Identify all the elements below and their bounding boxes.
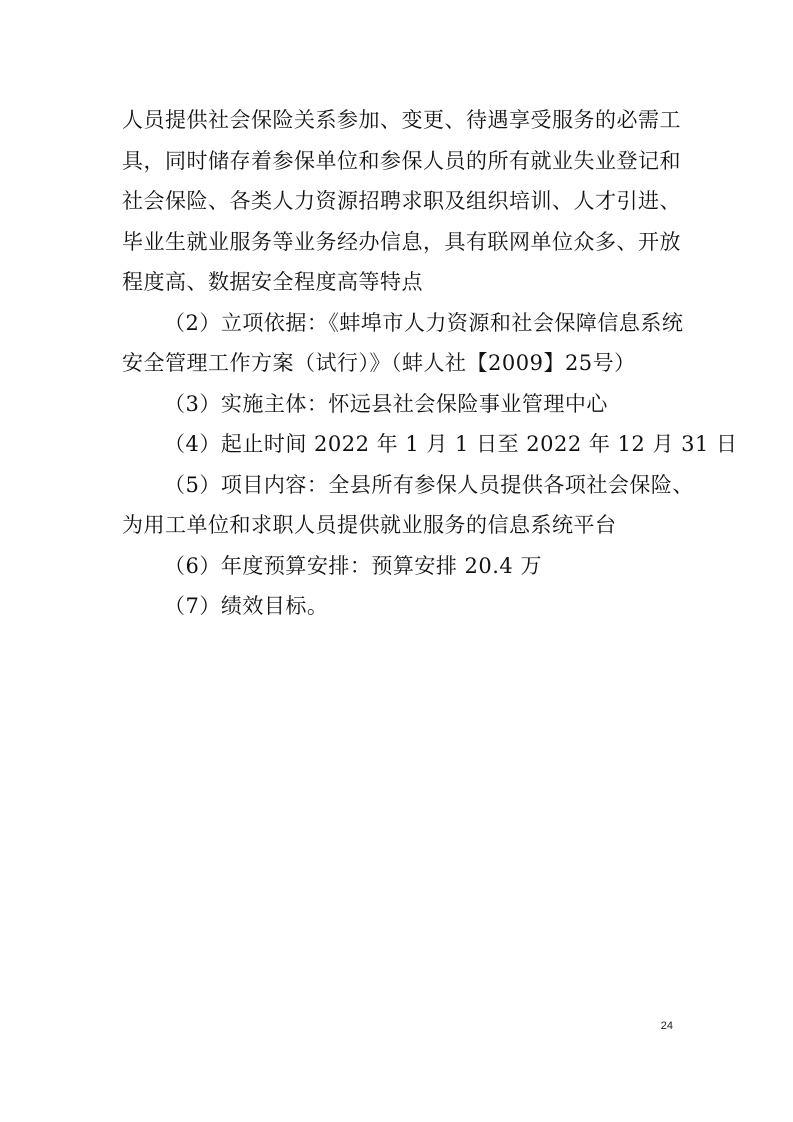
body-text bbox=[122, 100, 738, 627]
item-basis-line: （2）立项依据：《蚌埠市人力资源和社会保障信息系统 bbox=[164, 310, 684, 335]
item-content-line: 为用工单位和求职人员提供就业服务的信息系统平台 bbox=[122, 513, 617, 537]
page-number: 24 bbox=[660, 1020, 673, 1032]
paragraph-line: 毕业生就业服务等业务经办信息，具有联网单位众多、开放 bbox=[122, 229, 681, 254]
item-basis-line: 安全管理工作方案（试行）》（蚌人社【2009】25号） bbox=[122, 351, 636, 375]
item-implementer: （3）实施主体：怀远县社会保险事业管理中心 bbox=[164, 391, 608, 416]
paragraph-line: 人员提供社会保险关系参加、变更、待遇享受服务的必需工 bbox=[122, 108, 681, 132]
item-goals: （7）绩效目标。 bbox=[164, 594, 329, 618]
item-content-line: （5）项目内容：全县所有参保人员提供各项社会保险、 bbox=[164, 472, 694, 497]
paragraph-line: 社会保险、各类人力资源招聘求职及组织培训、人才引进、 bbox=[122, 189, 681, 213]
paragraph-line: 具，同时储存着参保单位和参保人员的所有就业失业登记和 bbox=[122, 148, 681, 173]
paragraph-line: 程度高、数据安全程度高等特点 bbox=[122, 270, 423, 294]
item-budget: （6）年度预算安排：预算安排 20.4 万 bbox=[164, 553, 542, 578]
item-period: （4）起止时间 2022 年 1 月 1 日至 2022 年 12 月 31 日 bbox=[164, 432, 738, 456]
